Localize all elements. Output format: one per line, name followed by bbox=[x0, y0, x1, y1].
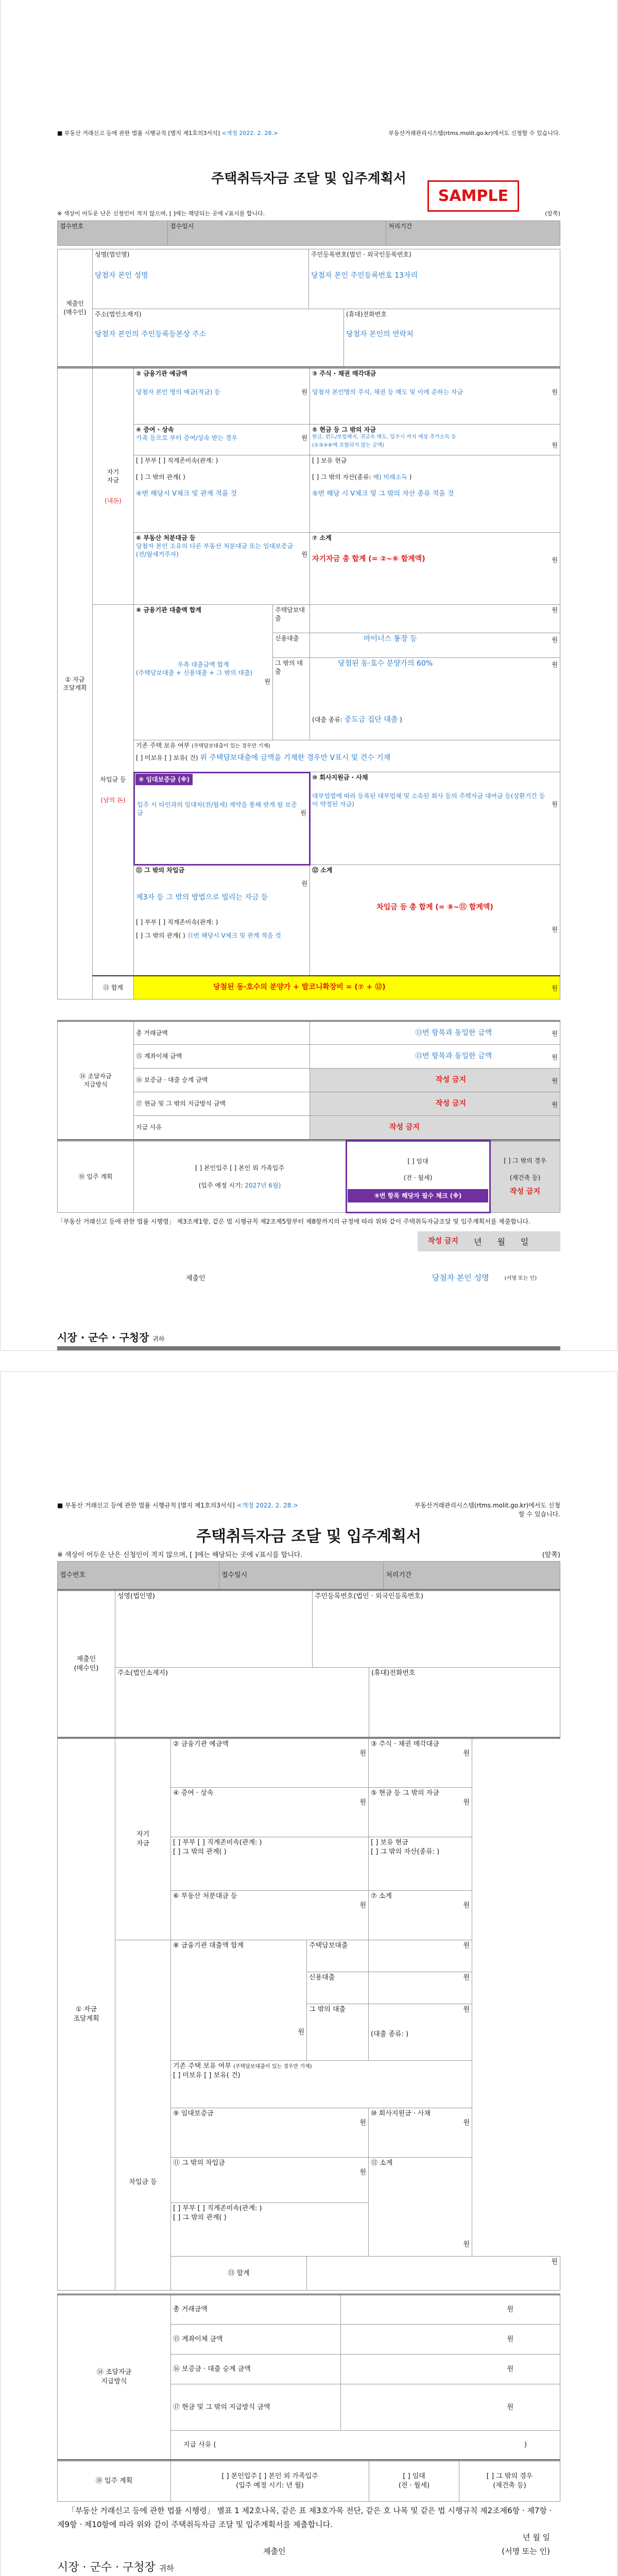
item13-field[interactable]: 당첨된 동·호수의 분양가 + 발코니확장비 = (⑦ + ⑫) 원 bbox=[134, 976, 560, 999]
movein-other: [ ] 그 밖의 경우 (재건축 등) 작성 금지 bbox=[490, 1141, 560, 1213]
borrow-sub: (남의 돈) bbox=[100, 796, 126, 804]
name-field[interactable]: 성명(법인명) 당첨자 본인 성명 bbox=[93, 249, 309, 309]
loan-credit-amount[interactable]: 마이너스 통장 등 원 bbox=[310, 633, 560, 658]
p2-address-field[interactable]: 주소(법인소재지) bbox=[115, 1668, 369, 1737]
p2-phone-field[interactable]: (휴대)전화번호 bbox=[369, 1668, 560, 1737]
p2-header-left: ■ 부동산 거래신고 등에 관한 법률 시행규칙 [별지 제1호의3서식] bbox=[57, 1502, 235, 1509]
declaration: 「부동산 거래신고 등에 관한 법률 시행령」 제3조제1항, 같은 법 시행규칙 제2조제5항부터 제8항까지의 규정에 따라 위와 같이 주택취득자금조달 및 입주계획서를 제출합니다. bbox=[57, 1218, 530, 1225]
submit-date: 작성 금지 년 월 일 bbox=[418, 1231, 560, 1251]
p2-receipt-table: 접수번호 접수일시 처리기간 bbox=[57, 1561, 560, 1589]
item11-field[interactable]: ⑪ 그 밖의 차입금 원 제3자 등 그 밖의 방법으로 빌리는 자금 등 [ ] 부부 [ ] 직계존비속(관계: ) [ ] 그 밖의 관계( ) ⑪번 해당시 V체크 및 관계 적을 것 bbox=[134, 865, 310, 976]
address-hint: 당첨자 본인의 주민등록등본상 주소 bbox=[95, 330, 207, 339]
loan-credit: 신용대출 bbox=[273, 633, 310, 658]
phone-hint: 당첨자 본인의 연락처 bbox=[346, 330, 414, 339]
loan-mortgage-amount[interactable]: 원 bbox=[310, 605, 560, 633]
item13-label: ⑬ 합계 bbox=[93, 976, 134, 999]
p2-submitter-table: 제출인 (매수인) 성명(법인명) 주민등록번호(법인 · 외국인등록번호) 주소(법인소재지) (휴대)전화번호 bbox=[57, 1589, 560, 1737]
total-amount[interactable]: ⑬번 항목과 동일한 금액 원 bbox=[310, 1021, 560, 1045]
assume-amount: 작성 금지 원 bbox=[310, 1069, 560, 1092]
own-funds-label: 자기 자금 bbox=[107, 468, 119, 484]
id-hint: 당첨자 본인 주민등록번호 13자리 bbox=[311, 272, 418, 280]
receipt-date: 접수일시 bbox=[168, 221, 386, 246]
header-revision: <개정 2022. 2. 28.> bbox=[221, 130, 279, 137]
page-blank-form: ■ 부동산 거래신고 등에 관한 법률 시행규칙 [별지 제1호의3서식] <개정 2022. 2. 28.> 부동산거래관리시스템(rtms.molit.go.kr)에서도 신청할 수 있습니다. 주택취득자금 조달 및 입주계획서 ※ 색상이 어두운 난은 신청인이 적지 않으며, [ ]에는 해당되는 곳에 √표시를 합니다. (앞쪽) 접수번호 접수일시 처리기간 제출인 (매수인) 성명(법인명) 주민등록번호(법인 · 외국인등록번호) 주소(법인소재지) (휴대)전화번호 ① 자금 조달계획 자기 자금 ② 금융기관 예금액 원 ③ 주식 · 채권 매각대금 원 ④ 증여 · 상속 원 ⑤ 현금 등 그 밖의 자금 원 [ ] 부부 [ ] 직계존비속(관계: ) [ ] 그 밖의 관계( ) [ ] 보유 현금 [ ] 그 밖의 자산(종류: ) ⑥ 부동산 처분대금 등 원 ⑦ 소계 원 차입금 등 ⑧ 금융기관 대출액 합계 원 주택담보대출 원 신용대출 원 그 밖의 대출 원 (대출 종류: ) 기존 주택 보유 여부 (주택담보대출이 있는 경우만 기재) [ ] 미보유 [ ] 보유( 건) ⑨ 임대보증금 원 ⑩ 회사지원금 · 사채 원 ⑪ 그 밖의 차입금 원 ⑫ 소계 원 [ ] 부부 [ ] 직계존비속(관계: ) [ ] 그 밖의 관계( ) ⑬ 합계 원 ⑭ 조달자금 지급방식 총 거래금액 원 ⑮ 계좌이체 금액 원 ⑯ 보증금 · 대출 승계 금액 원 ⑰ 현금 및 그 밖의 지급방식 금액 원 지급 사유 ( ) ⑱ 입주 계획 [ ] 본인입주 [ ] 본인 외 가족입주 (입주 예정 시기: 년 월) [ ] 임대 (전 · 월세) [ ] 그 밖의 경우 (재건축 등) 「부동산 거래신고 등에 관한 법률 시행령」 별표 1 제2호나목, 같은 표 제3호가목 전단, 같은 호 나목 및 같은 법 시행규칙 제2조제6항 · 제7항 · 제9항 · 제10항에 따라 위와 같이 주택취득자금 조달 및 입주계획서를 제출합니다. 년 월 일 제출인 (서명 또는 인) 시장 · 군수 · 구청장 귀하 bbox=[0, 1371, 617, 2576]
receipt-period: 처리기간 bbox=[386, 221, 560, 246]
item4-relation[interactable]: [ ] 부부 [ ] 직계존비속(관계: ) [ ] 그 밖의 관계( ) ④번 해당시 V체크 및 관계 적을 것 bbox=[134, 455, 310, 533]
receipt-no: 접수번호 bbox=[58, 221, 168, 246]
payment-label: ⑭ 조달자금 지급방식 bbox=[58, 1021, 134, 1140]
p2-declaration: 「부동산 거래신고 등에 관한 법률 시행령」 별표 1 제2호나목, 같은 표 제3호가목 전단, 같은 호 나목 및 같은 법 시행규칙 제2조제6항 · 제7항 · 제9항 · 제10항에 따라 위와 같이 주택취득자금 조달 및 입주계획서를 제출합니다. bbox=[57, 2506, 552, 2529]
divider bbox=[57, 1346, 560, 1350]
p2-name-field[interactable]: 성명(법인명) bbox=[115, 1590, 313, 1668]
p2-funding-table: ① 자금 조달계획 자기 자금 ② 금융기관 예금액 원 ③ 주식 · 채권 매각대금 원 ④ 증여 · 상속 원 ⑤ 현금 등 그 밖의 자금 원 [ ] 부부 [ ] 직계존비속(관계: ) [ ] 그 밖의 관계( ) [ ] 보유 현금 [ ] 그 밖의 자산(종류: ) ⑥ 부동산 처분대금 등 원 ⑦ 소계 원 차입금 등 ⑧ 금융기관 대출액 합계 원 주택담보대출 원 신용대출 원 그 밖의 대출 원 (대출 종류: ) 기존 주택 보유 여부 (주택담보대출이 있는 경우만 기재) [ ] 미보유 [ ] 보유( 건) ⑨ 임대보증금 원 ⑩ 회사지원금 · 사채 원 ⑪ 그 밖의 차입금 원 ⑫ 소계 원 [ ] 부부 [ ] 직계존비속(관계: ) [ ] 그 밖의 관계( ) ⑬ 합계 원 bbox=[57, 1737, 560, 2291]
submitter-table bbox=[57, 249, 560, 367]
p2-header-revision: <개정 2022. 2. 28.> bbox=[236, 1502, 299, 1509]
item4-field[interactable]: ④ 증여 · 상속 가족 등으로 부터 증여/상속 받는 경우 원 bbox=[134, 425, 310, 455]
p2-addressee: 시장 · 군수 · 구청장 귀하 bbox=[57, 2561, 174, 2574]
loan-other: 그 밖의 대출 bbox=[273, 658, 310, 740]
existing-house[interactable]: 기존 주택 보유 여부 (주택담보대출이 있는 경우만 기재) [ ] 미보유 [ ] 보유( 건) 위 주택담보대출에 금액을 기재한 경우만 V표시 및 건수 기재 bbox=[134, 740, 560, 772]
movein-self[interactable]: [ ] 본인입주 [ ] 본인 외 가족입주 (입주 예정 시기: 2027년 6월) bbox=[134, 1141, 346, 1213]
reason-field: 작성 금지 bbox=[310, 1116, 560, 1140]
p2-id-field[interactable]: 주민등록번호(법인 · 외국인등록번호) bbox=[313, 1590, 560, 1668]
item12-field[interactable]: ⑫ 소계 차입금 등 총 합계 (= ⑧~⑪ 합계액) 원 bbox=[310, 865, 560, 976]
payment-table: ⑭ 조달자금 지급방식 총 거래금액 ⑬번 항목과 동일한 금액 원 ⑮ 계좌이체 금액 ⑬번 항목과 동일한 금액 원 ⑯ 보증금 · 대출 승계 금액 작성 금지 원 ⑰ 현금 및 그 밖의 지급방식 금액 작성 금지 원 지급 사유 작성 금지 bbox=[57, 1020, 560, 1140]
submitter-label: 제출인 (매수인) bbox=[58, 249, 93, 367]
item2-field[interactable]: ② 금융기관 예금액 당첨자 본인 명의 예금(적금) 등 원 bbox=[134, 368, 310, 425]
notice: ※ 색상이 어두운 난은 신청인이 적지 않으며, [ ]에는 해당되는 곳에 √표시를 합니다. bbox=[57, 210, 265, 217]
item7-field[interactable]: ⑦ 소계 자기자금 총 합계 (= ②~⑥ 합계액) 원 bbox=[310, 533, 560, 605]
funding-label: ① 자금 조달계획 bbox=[58, 368, 93, 999]
p2-movein-table: ⑱ 입주 계획 [ ] 본인입주 [ ] 본인 외 가족입주 (입주 예정 시기: 년 월) [ ] 임대 (전 · 월세) [ ] 그 밖의 경우 (재건축 등) bbox=[57, 2460, 560, 2502]
sample-stamp: SAMPLE bbox=[427, 180, 519, 212]
sample-header bbox=[57, 129, 560, 137]
addressee: 시장 · 군수 · 구청장 귀하 bbox=[57, 1331, 165, 1344]
name-hint: 당첨자 본인 성명 bbox=[95, 272, 148, 280]
movein-label: ⑱ 입주 계획 bbox=[58, 1141, 134, 1213]
item9-field[interactable]: ⑨ 임대보증금 (※) 입주 시 타인과의 임대차(전/월세) 계약을 통해 받게 될 보증금 원 bbox=[134, 772, 310, 865]
item8-field[interactable]: ⑧ 금융기관 대출액 합계 우측 대출금액 합계 (주택담보대출 + 신용대출 + 그 밖의 대출) 원 bbox=[134, 605, 273, 740]
funding-table bbox=[57, 367, 560, 999]
item5-field[interactable]: ⑤ 현금 등 그 밖의 자금 현금, 펀드/보험해지, 귀금속 매도, 입주시 까지 예상 추가소득 등 (②③④⑥에 포함되지 않는 금액) 원 bbox=[310, 425, 560, 455]
signature-hint: 당첨자 본인 성명 bbox=[432, 1273, 489, 1282]
p2-notice: ※ 색상이 어두운 난은 신청인이 적지 않으며, [ ]에는 해당되는 곳에 √표시를 합니다. bbox=[57, 1551, 303, 1559]
phone-field[interactable]: (휴대)전화번호 당첨자 본인의 연락처 bbox=[344, 309, 560, 367]
receipt-table bbox=[57, 221, 560, 246]
item3-field[interactable]: ③ 주식 · 채권 매각대금 당첨자 본인명의 주식, 채권 등 매도 및 이에 준하는 자금 원 bbox=[310, 368, 560, 425]
item5-type[interactable]: [ ] 보유 현금 [ ] 그 밖의 자산(종류: 예) 미래소득 ) ⑤번 해당 시 V체크 및 그 밖의 자산 종류 적을 것 bbox=[310, 455, 560, 533]
p2-payment-table: ⑭ 조달자금 지급방식 총 거래금액 원 ⑮ 계좌이체 금액 원 ⑯ 보증금 · 대출 승계 금액 원 ⑰ 현금 및 그 밖의 지급방식 금액 원 지급 사유 ( ) bbox=[57, 2294, 560, 2460]
loan-mortgage: 주택담보대출 bbox=[273, 605, 310, 633]
own-funds-sub: (내돈) bbox=[105, 497, 122, 505]
movein-table bbox=[57, 1140, 560, 1213]
p2-page-title: 주택취득자금 조달 및 입주계획서 bbox=[196, 1528, 422, 1546]
cash-amount: 작성 금지 원 bbox=[310, 1092, 560, 1116]
loan-other-amount[interactable]: 당첨된 동·호수 분양가의 60% 원 (대출 종류: 중도금 집단 대출 ) bbox=[310, 658, 560, 740]
side-label: (앞쪽) bbox=[545, 210, 560, 217]
item6-field[interactable]: ⑥ 부동산 처분대금 등 당첨자 본인 소유의 다른 부동산 처분대금 또는 임대보증금(전/월세거주자) 원 bbox=[134, 533, 310, 605]
address-field[interactable]: 주소(법인소재지) 당첨자 본인의 주민등록등본상 주소 bbox=[93, 309, 344, 367]
borrow-label: 차입금 등 bbox=[100, 776, 126, 784]
movein-rent[interactable]: [ ] 임대 (전 · 월세) ⑨번 항목 해당자 필수 체크 (※) bbox=[346, 1141, 490, 1213]
p2-side: (앞쪽) bbox=[542, 1551, 560, 1559]
header-right: 부동산거래관리시스템(rtms.molit.go.kr)에서도 신청할 수 있습니다. bbox=[388, 130, 560, 137]
p2-header-right: 부동산거래관리시스템(rtms.molit.go.kr)에서도 신청할 수 있습니다. bbox=[414, 1502, 560, 1518]
item10-field[interactable]: ⑩ 회사지원금 · 사채 대부업법에 따라 등록된 대부업체 및 소속된 회사 등의 주택자금 대여금 등(상환기간 등이 약정된 자금) 원 bbox=[310, 772, 560, 865]
header-left: ■ 부동산 거래신고 등에 관한 법률 시행규칙 [별지 제1호의3서식] bbox=[57, 130, 220, 137]
signature-line: 제출인 당첨자 본인 성명 (서명 또는 인) bbox=[186, 1273, 537, 1282]
transfer-amount[interactable]: ⑬번 항목과 동일한 금액 원 bbox=[310, 1045, 560, 1069]
id-field[interactable]: 주민등록번호(법인 · 외국인등록번호) 당첨자 본인 주민등록번호 13자리 bbox=[309, 249, 560, 309]
page-title: 주택취득자금 조달 및 입주계획서 bbox=[211, 171, 406, 187]
